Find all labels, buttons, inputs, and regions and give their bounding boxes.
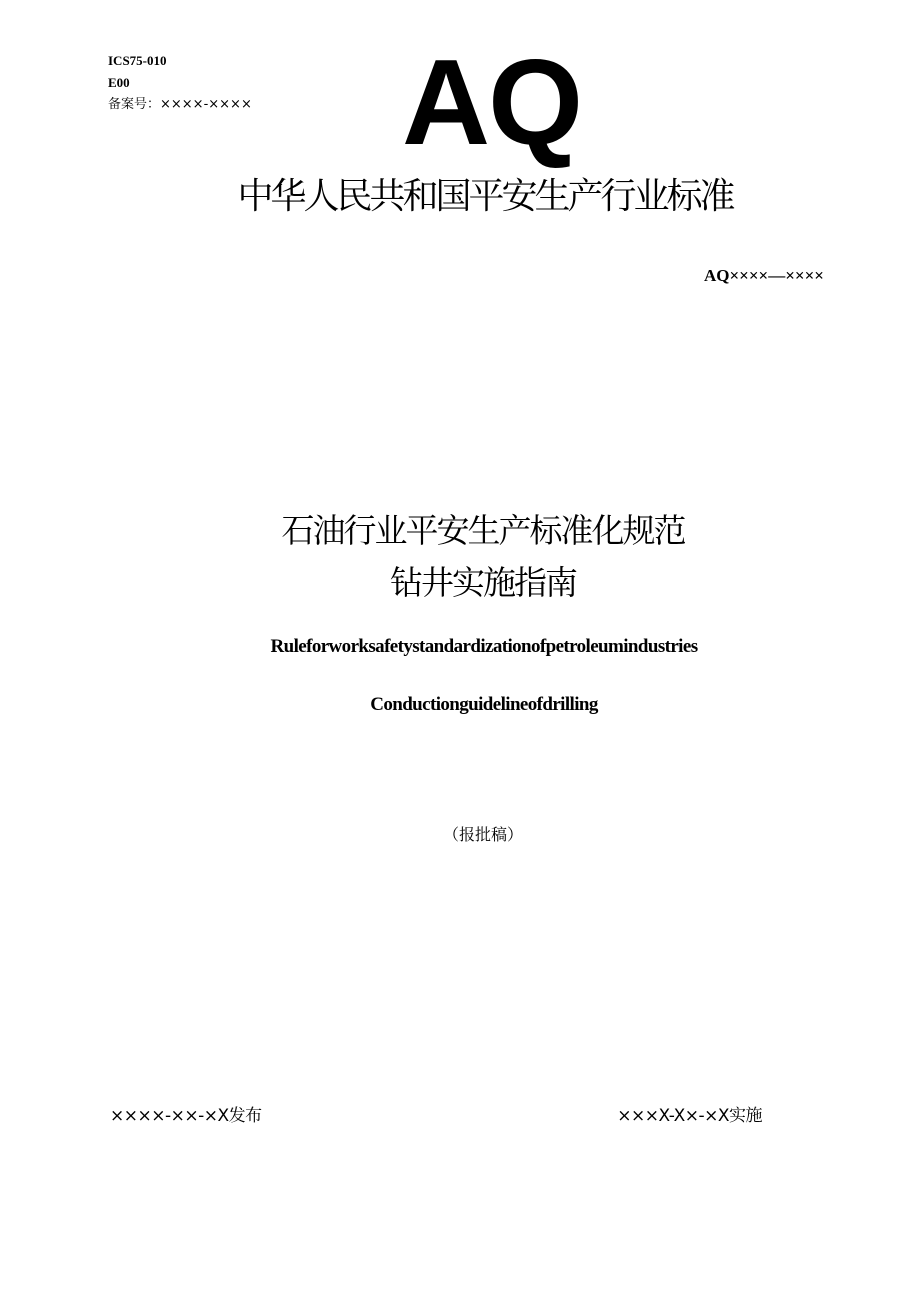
issue-date: ××××-××-×X发布 bbox=[110, 1106, 262, 1126]
title-cn-line1: 石油行业平安生产标准化规范 bbox=[281, 511, 685, 550]
title-en-line1: Ruleforworksafetystandardizationofpetroleumindustries bbox=[270, 636, 698, 657]
title-cn-line2: 钻井实施指南 bbox=[390, 563, 576, 602]
record-number: 备案号：××××-×××× bbox=[108, 97, 252, 112]
implementation-date: ×××X-X×-×X实施 bbox=[617, 1106, 762, 1126]
ics-code: ICS75-010 bbox=[108, 53, 167, 68]
standard-type-heading: 中华人民共和国平安生产行业标准 bbox=[237, 176, 733, 217]
title-en-line2: Conductionguidelineofdrilling bbox=[370, 694, 598, 715]
category-code: E00 bbox=[108, 75, 130, 90]
standard-number: AQ××××—×××× bbox=[704, 266, 824, 285]
header-meta bbox=[108, 50, 252, 116]
draft-status: （报批稿） bbox=[442, 825, 523, 844]
aq-logo: AQ bbox=[402, 34, 581, 170]
